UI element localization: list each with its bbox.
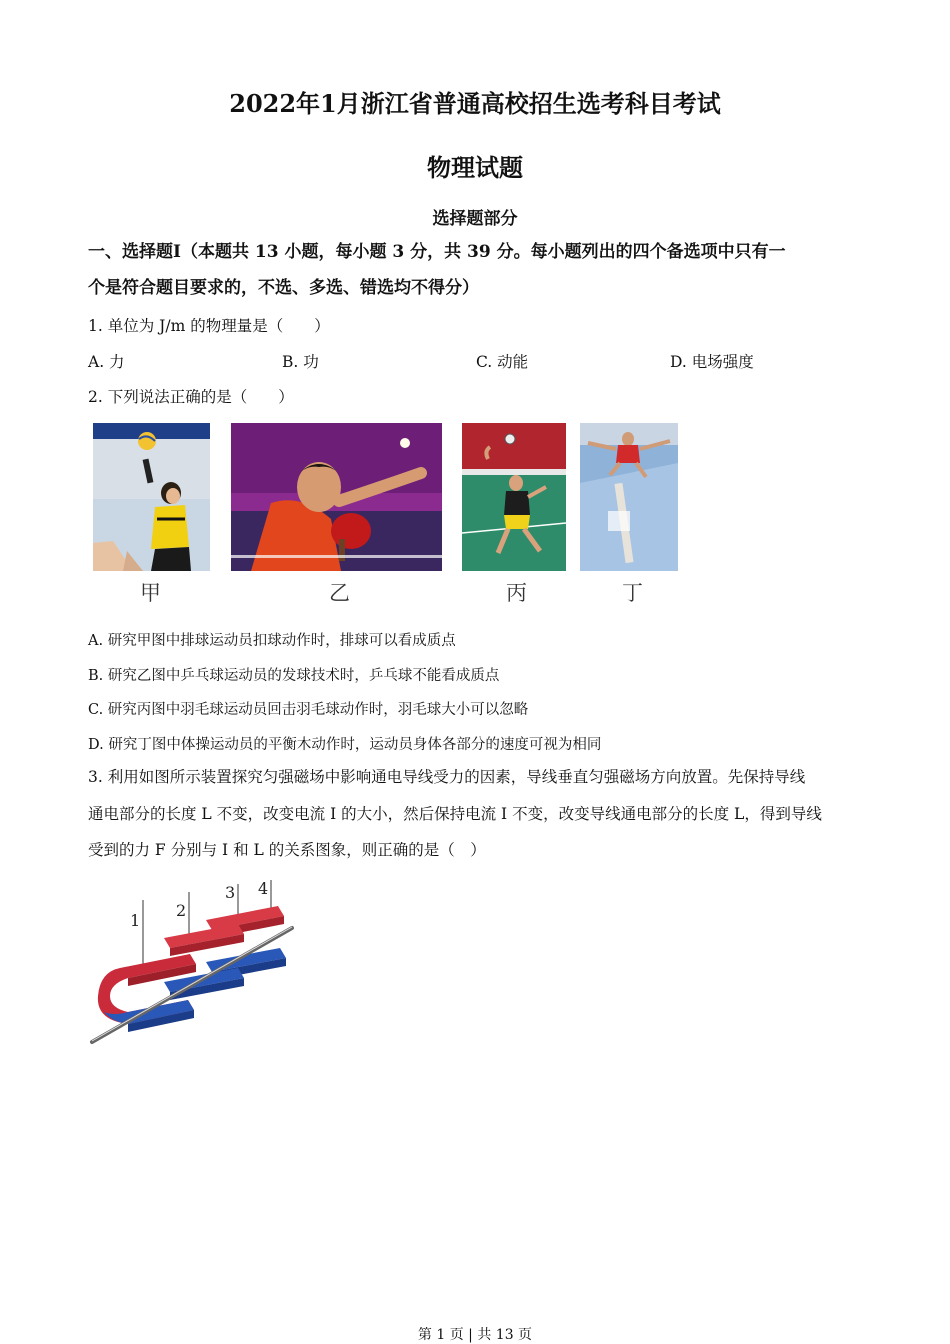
question-3-line-3: 受到的力 F 分别与 I 和 L 的关系图象，则正确的是（ ） (88, 841, 486, 859)
volleyball-photo (93, 423, 210, 571)
question-1-option-d: D. 电场强度 (670, 353, 754, 371)
question-3-line-2: 通电部分的长度 L 不变，改变电流 I 的大小，然后保持电流 I 不变，改变导线通电部分的长度 L，得到导线 (88, 805, 822, 823)
caption-yi: 乙 (329, 581, 350, 605)
balance-beam-photo (580, 423, 678, 571)
question-2-option-c: C. 研究丙图中羽毛球运动员回击羽毛球动作时，羽毛球大小可以忽略 (88, 702, 529, 718)
label-1: 1 (130, 911, 141, 930)
caption-ding: 丁 (622, 581, 643, 605)
magnet-apparatus-diagram (88, 872, 303, 1047)
question-2-option-a: A. 研究甲图中排球运动员扣球动作时，排球可以看成质点 (88, 633, 456, 649)
question-2-option-d: D. 研究丁图中体操运动员的平衡木动作时，运动员身体各部分的速度可视为相同 (88, 737, 602, 753)
question-1-option-b: B. 功 (282, 353, 319, 371)
label-4: 4 (258, 879, 269, 898)
question-2-stem: 2. 下列说法正确的是（ ） (88, 388, 294, 406)
question-1-option-c: C. 动能 (476, 353, 529, 371)
label-3: 3 (225, 883, 236, 902)
question-2-option-b: B. 研究乙图中乒乓球运动员的发球技术时，乒乓球不能看成质点 (88, 668, 500, 684)
exam-title: 2022年1月浙江省普通高校招生选考科目考试 (229, 89, 721, 118)
question-1-option-a: A. 力 (88, 353, 125, 371)
section-heading: 选择题部分 (432, 209, 518, 229)
caption-jia: 甲 (140, 581, 161, 605)
caption-bing: 丙 (506, 581, 527, 605)
label-2: 2 (176, 901, 187, 920)
question-1-stem: 1. 单位为 J/m 的物理量是（ ） (88, 317, 330, 335)
question-3-line-1: 3. 利用如图所示装置探究匀强磁场中影响通电导线受力的因素，导线垂直匀强磁场方向放置。先保持导线 (88, 768, 806, 786)
page-footer: 第 1 页 | 共 13 页 (417, 1327, 533, 1343)
table-tennis-photo (231, 423, 442, 571)
subject-title: 物理试题 (427, 153, 523, 182)
instructions-line-2: 个是符合题目要求的，不选、多选、错选均不得分） (88, 278, 479, 298)
badminton-photo (462, 423, 566, 571)
instructions-line-1: 一、选择题Ⅰ（本题共 13 小题，每小题 3 分，共 39 分。每小题列出的四个备选项中只有一 (88, 242, 786, 262)
